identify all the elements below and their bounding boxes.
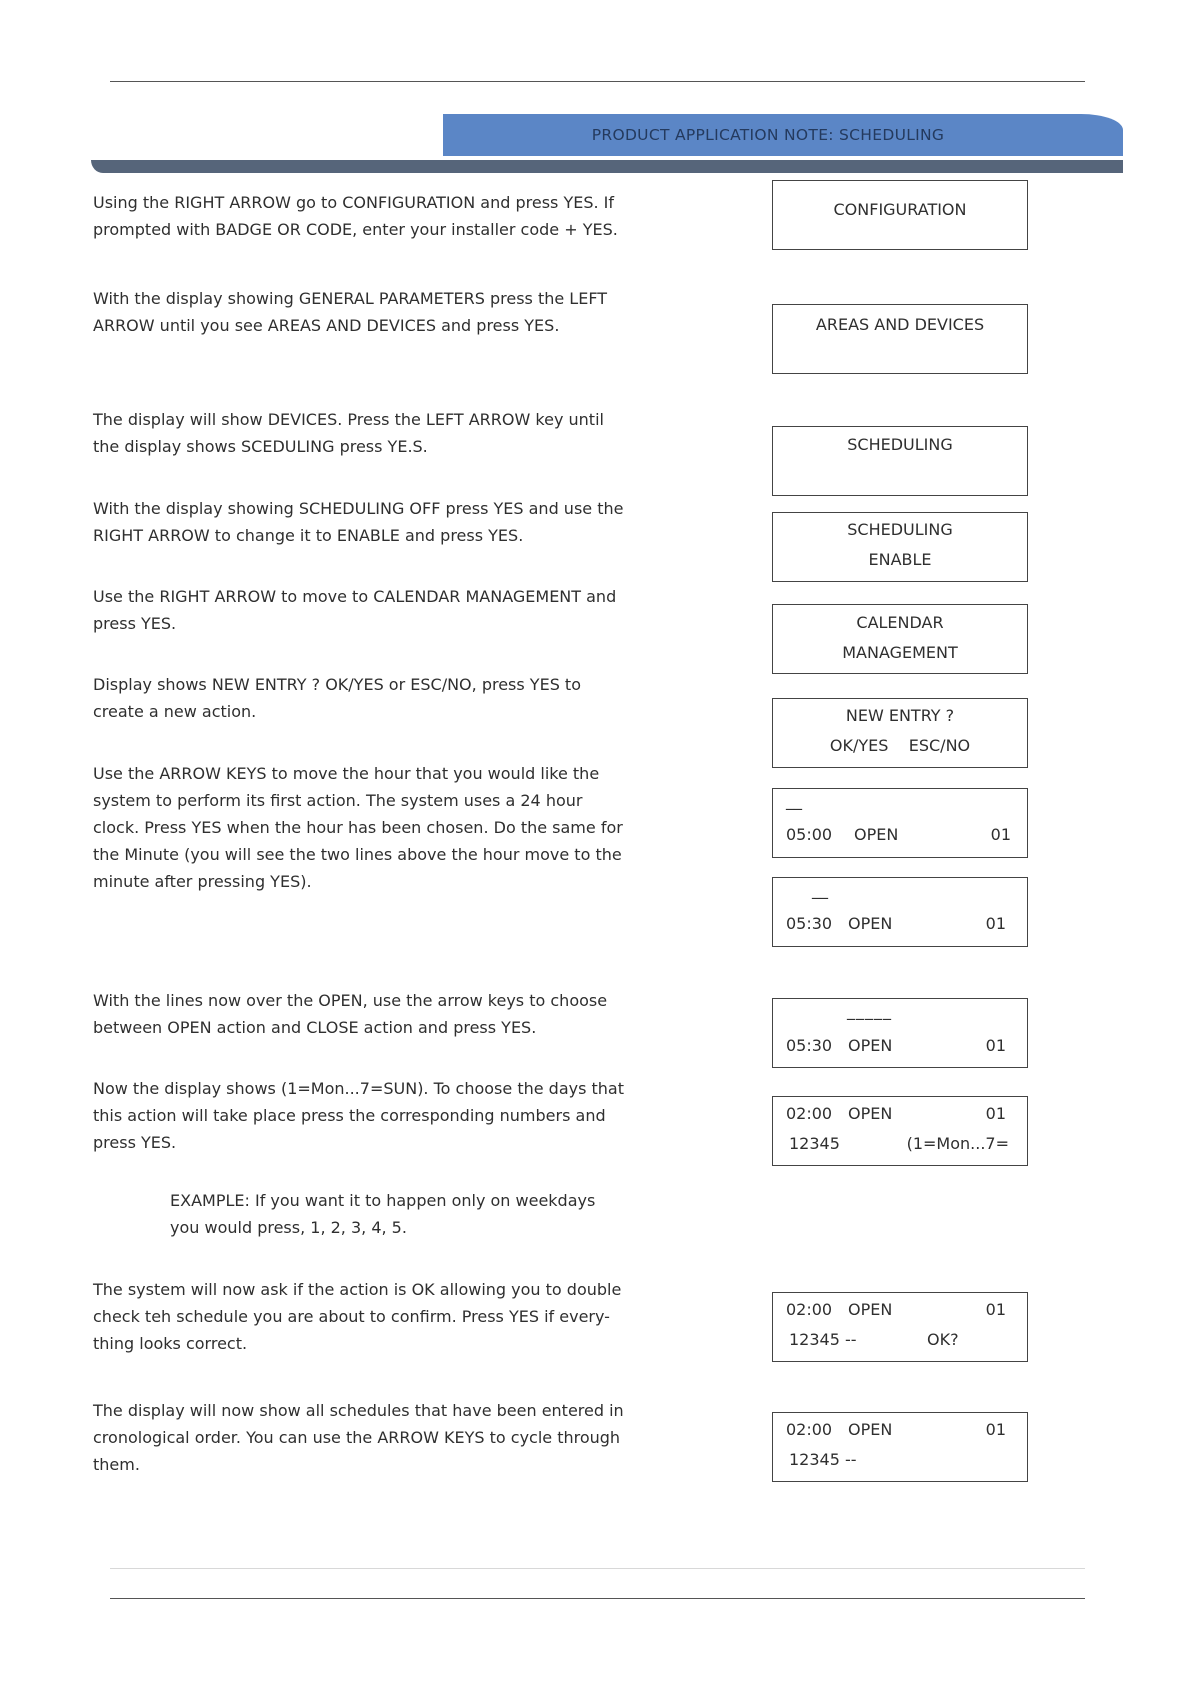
lcd-time: 05:30: [786, 1036, 833, 1055]
lcd-line-2: MANAGEMENT: [842, 643, 958, 662]
lcd-scheduling: [772, 426, 1028, 496]
step-3-text: The display will show DEVICES. Press the LEFT ARROW key until the display shows SCEDULING press YE.S.: [93, 410, 604, 456]
step-10-text: The system will now ask if the action is OK allowing you to double check teh schedule you are about to confirm. Press YES if every-thing looks correct.: [93, 1280, 622, 1353]
step-1-text: Using the RIGHT ARROW go to CONFIGURATION and press YES. If prompted with BADGE OR CODE, enter your installer code + YES.: [93, 193, 618, 239]
lcd-days: 12345 --: [789, 1450, 857, 1469]
lcd-configuration: [772, 180, 1028, 250]
lcd-number: 01: [985, 1036, 1006, 1055]
lcd-hour-select: [772, 788, 1028, 858]
lcd-time: 05:30: [786, 914, 833, 933]
step-8-text: With the lines now over the OPEN, use the arrow keys to choose between OPEN action and CLOSE action and press YES.: [93, 991, 608, 1037]
footer-rule: [110, 1598, 1085, 1599]
lcd-minute-select: [772, 877, 1028, 947]
step-2-text: With the display showing GENERAL PARAMETERS press the LEFT ARROW until you see AREAS AND DEVICES and press YES.: [93, 289, 608, 335]
header-banner: [443, 114, 1123, 156]
lcd-days: 12345 --: [789, 1330, 857, 1349]
lcd-calendar-management: [772, 604, 1028, 674]
lcd-line-1: CALENDAR: [856, 613, 944, 632]
lcd-days-select: [772, 1096, 1028, 1166]
example-note: EXAMPLE: If you want it to happen only on weekdays you would press, 1, 2, 3, 4, 5.: [170, 1191, 596, 1237]
step-9-text: Now the display shows (1=Mon...7=SUN). To choose the days that this action will take place press the corresponding numbers and press YES.: [93, 1079, 624, 1152]
step-6-text: Display shows NEW ENTRY ? OK/YES or ESC/NO, press YES to create a new action.: [93, 675, 581, 721]
lcd-line-2: OK/YES ESC/NO: [829, 736, 971, 755]
lcd-line-2: ENABLE: [868, 550, 932, 569]
lcd-number: 01: [985, 1420, 1006, 1439]
lcd-cursor: _____: [847, 1001, 892, 1020]
lcd-line-1: SCHEDULING: [847, 520, 953, 539]
lcd-line-1: NEW ENTRY ?: [845, 706, 955, 725]
lcd-cursor: __: [786, 791, 802, 810]
lcd-scheduling-enable: [772, 512, 1028, 582]
lcd-line-1: AREAS AND DEVICES: [815, 315, 985, 334]
lcd-days: 12345: [789, 1134, 840, 1153]
lcd-number: 01: [985, 914, 1006, 933]
lcd-days-hint: (1=Mon...7=: [906, 1134, 1009, 1153]
lcd-action-select: [772, 998, 1028, 1068]
lcd-action: OPEN: [848, 1300, 893, 1319]
lcd-time: 02:00: [786, 1300, 833, 1319]
lcd-areas-and-devices: [772, 304, 1028, 374]
lcd-action: OPEN: [848, 1036, 893, 1055]
lcd-number: 01: [990, 825, 1011, 844]
footer-rule-light: [110, 1568, 1085, 1569]
lcd-action: OPEN: [848, 914, 893, 933]
lcd-line-1: SCHEDULING: [847, 435, 953, 454]
step-11-text: The display will now show all schedules that have been entered in cronological order. You can use the ARROW KEYS to cycle through them.: [93, 1401, 624, 1474]
lcd-action: OPEN: [848, 1420, 893, 1439]
lcd-cursor: __: [812, 880, 828, 899]
lcd-new-entry: [772, 698, 1028, 768]
lcd-confirm: [772, 1292, 1028, 1362]
lcd-line-1: CONFIGURATION: [833, 200, 967, 219]
header-band: [91, 160, 1123, 173]
lcd-action: OPEN: [854, 825, 899, 844]
lcd-ok-prompt: OK?: [927, 1330, 959, 1349]
lcd-number: 01: [985, 1104, 1006, 1123]
lcd-schedule-list: [772, 1412, 1028, 1482]
step-5-text: Use the RIGHT ARROW to move to CALENDAR MANAGEMENT and press YES.: [93, 587, 617, 633]
lcd-action: OPEN: [848, 1104, 893, 1123]
lcd-number: 01: [985, 1300, 1006, 1319]
lcd-time: 02:00: [786, 1420, 833, 1439]
step-7-text: Use the ARROW KEYS to move the hour that you would like the system to perform its first action. The system uses a 24 hour clock. Press YES when the hour has been chosen. Do the same for the Minute (you will see the two lines above the hour move to the minute after pressing YES).: [93, 764, 623, 891]
top-rule: [110, 81, 1085, 82]
lcd-time: 05:00: [786, 825, 833, 844]
lcd-time: 02:00: [786, 1104, 833, 1123]
step-4-text: With the display showing SCHEDULING OFF press YES and use the RIGHT ARROW to change it to ENABLE and press YES.: [93, 499, 624, 545]
banner-title: PRODUCT APPLICATION NOTE: SCHEDULING: [591, 126, 945, 144]
